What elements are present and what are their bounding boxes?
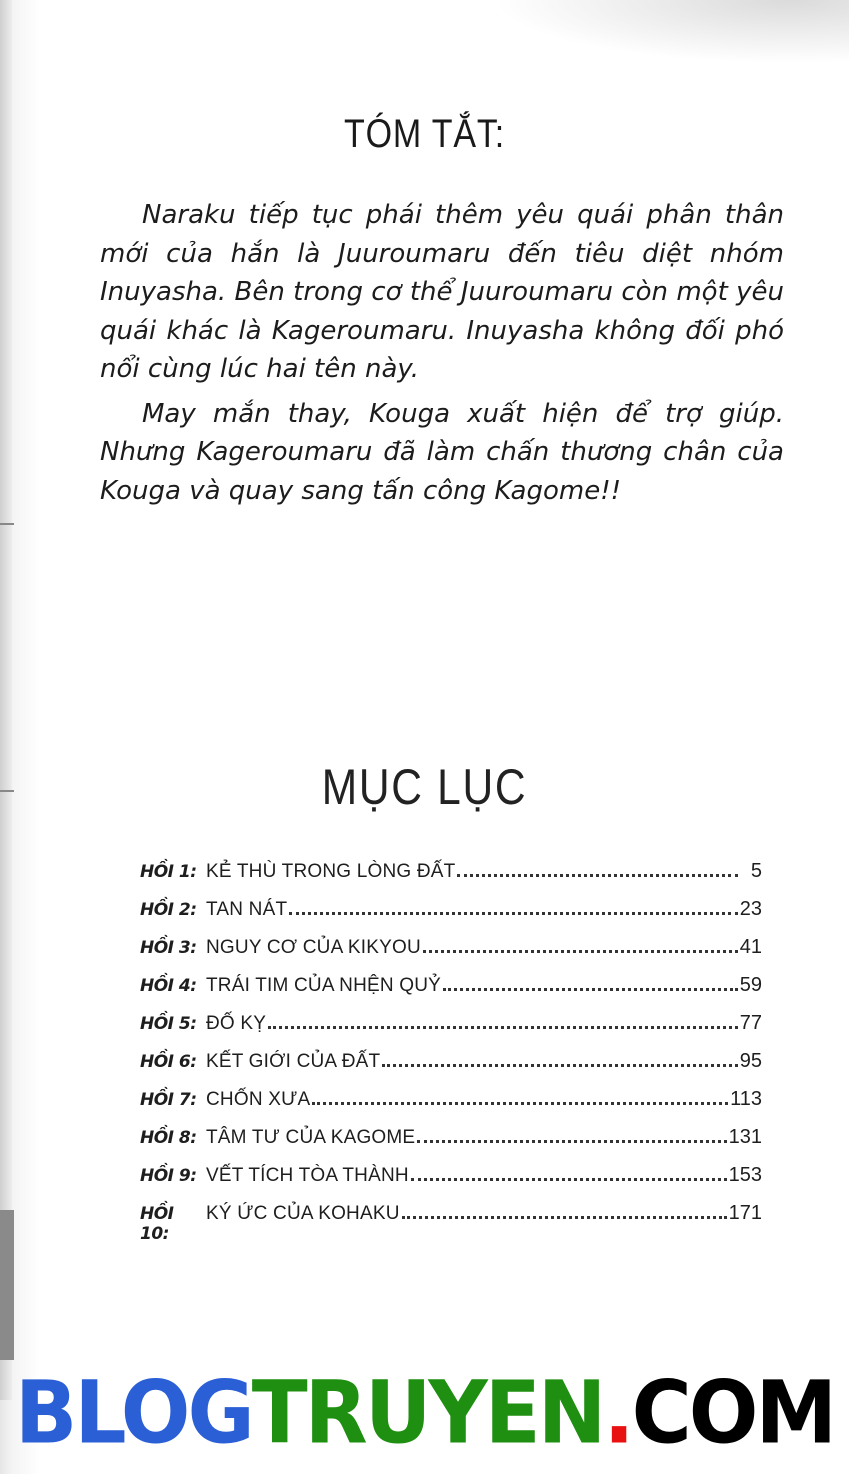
chapter-page: 131 (728, 1126, 762, 1148)
dot-leader (457, 873, 738, 877)
logo-com: COM (631, 1363, 835, 1464)
toc-row (140, 1050, 762, 1088)
summary-text (100, 196, 784, 510)
dot-leader (402, 1215, 727, 1219)
chapter-page: 153 (728, 1164, 762, 1186)
chapter-title: KẾT GIỚI CỦA ĐẤT (206, 1051, 381, 1072)
toc-row (140, 860, 762, 898)
watermark-logo (0, 1363, 849, 1464)
chapter-label: HỒI 1: (140, 862, 197, 882)
logo-dot: . (603, 1363, 632, 1464)
chapter-title: TÂM TƯ CỦA KAGOME (206, 1127, 416, 1148)
edge-mark (0, 790, 14, 792)
page-edge-shadow (0, 0, 12, 1400)
chapter-page: 5 (750, 860, 762, 882)
toc-row (140, 974, 762, 1012)
dot-leader (417, 1139, 726, 1143)
logo-truyen: TRUYEN (251, 1363, 604, 1464)
toc-row (140, 1164, 762, 1202)
page-edge-dark (0, 1210, 14, 1360)
chapter-title: TAN NÁT (206, 899, 288, 920)
dot-leader (312, 1101, 728, 1105)
chapter-page: 113 (730, 1088, 762, 1110)
chapter-label: HỒI 2: (140, 900, 197, 920)
chapter-title: CHỐN XƯA (206, 1089, 311, 1110)
toc-row (140, 936, 762, 974)
dot-leader (382, 1063, 737, 1067)
toc-row (140, 1012, 762, 1050)
dot-leader (268, 1025, 738, 1029)
chapter-page: 59 (739, 974, 762, 996)
chapter-label: HỒI 8: (140, 1128, 197, 1148)
summary-paragraph: May mắn thay, Kouga xuất hiện để trợ giúp. Nhưng Kageroumaru đã làm chấn thương chân của Kouga và quay sang tấn công Kagome!! (100, 398, 784, 506)
chapter-label: HỒI 9: (140, 1166, 197, 1186)
chapter-page: 95 (739, 1050, 762, 1072)
chapter-label: HỒI 6: (140, 1052, 197, 1072)
summary-title: TÓM TẮT: (343, 112, 506, 156)
chapter-title: KẺ THÙ TRONG LÒNG ĐẤT (206, 861, 456, 882)
dot-leader (423, 949, 738, 953)
edge-mark (0, 523, 14, 525)
toc-row (140, 1126, 762, 1164)
toc-row (140, 1202, 762, 1244)
chapter-label: HỒI 4: (140, 976, 197, 996)
toc-row (140, 898, 762, 936)
summary-paragraph: Naraku tiếp tục phái thêm yêu quái phân thân mới của hắn là Juuroumaru đến tiêu diệt nhóm Inuyasha. Bên trong cơ thể Juuroumaru còn một yêu quái khác là Kageroumaru. Inuyasha không đối phó nổi cùng lúc hai tên này. (100, 200, 784, 384)
chapter-label: HỒI 7: (140, 1090, 197, 1110)
chapter-label: HỒI 3: (140, 938, 197, 958)
chapter-page: 41 (739, 936, 762, 958)
chapter-page: 23 (739, 898, 762, 920)
chapter-page: 171 (728, 1202, 762, 1224)
table-of-contents (140, 860, 762, 1244)
toc-row (140, 1088, 762, 1126)
chapter-title: ĐỐ KỴ (206, 1013, 267, 1034)
chapter-title: VẾT TÍCH TÒA THÀNH (206, 1165, 409, 1186)
chapter-page: 77 (739, 1012, 762, 1034)
dot-leader (411, 1177, 727, 1181)
chapter-label: HỒI 5: (140, 1014, 197, 1034)
chapter-title: TRÁI TIM CỦA NHỆN QUỶ (206, 975, 442, 996)
dot-leader (289, 911, 737, 915)
dot-leader (443, 987, 738, 991)
chapter-label: HỒI 10: (140, 1204, 174, 1244)
chapter-title: KÝ ỨC CỦA KOHAKU (206, 1203, 400, 1224)
chapter-title: NGUY CƠ CỦA KIKYOU (206, 937, 421, 958)
toc-title: MỤC LỤC (321, 759, 528, 815)
logo-blog: BLOG (14, 1363, 252, 1464)
